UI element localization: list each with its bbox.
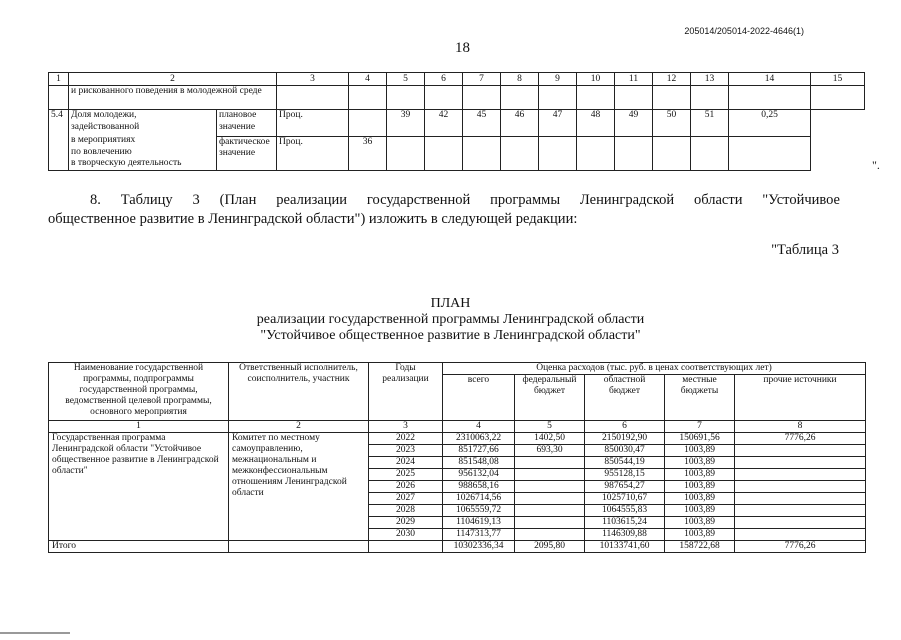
indicator-name-line: в творческую деятельность bbox=[71, 158, 182, 168]
fact-label: фактическое значение bbox=[217, 136, 277, 170]
local-cell: 1003,89 bbox=[665, 493, 735, 505]
total-cell: 1104619,13 bbox=[443, 517, 515, 529]
federal-cell bbox=[515, 517, 585, 529]
table1-col-num: 7 bbox=[463, 73, 501, 86]
other-cell: 7776,26 bbox=[735, 433, 866, 445]
paragraph-line-1: 8. Таблицу 3 (План реализации государственной программы Ленинградской области "Устойчивое bbox=[90, 192, 840, 208]
regional-cell: 2150192,90 bbox=[585, 433, 665, 445]
header-regional: областной бюджет bbox=[585, 375, 665, 421]
indicator-name bbox=[69, 110, 217, 171]
local-cell: 1003,89 bbox=[665, 445, 735, 457]
table1-col-num: 14 bbox=[729, 73, 811, 86]
regional-cell: 987654,27 bbox=[585, 481, 665, 493]
federal-cell bbox=[515, 529, 585, 541]
year-cell: 2025 bbox=[369, 469, 443, 481]
year-cell: 2022 bbox=[369, 433, 443, 445]
table1-col-num: 5 bbox=[387, 73, 425, 86]
local-cell: 150691,56 bbox=[665, 433, 735, 445]
unit-plan: Проц. bbox=[277, 110, 349, 137]
header-other: прочие источники bbox=[735, 375, 866, 421]
plan-subtitle-program: "Устойчивое общественное развитие в Ленинградской области" bbox=[260, 328, 641, 343]
itogo-row bbox=[49, 541, 866, 553]
indicator-name-line: в мероприятиях bbox=[71, 135, 136, 145]
regional-cell: 850030,47 bbox=[585, 445, 665, 457]
table1-cont-text: и рискованного поведения в молодежной среде bbox=[69, 86, 277, 110]
table-label: "Таблица 3 bbox=[771, 242, 839, 258]
program-name: Государственная программа Ленинградской области "Устойчивое общественное развитие в Ленинградской области" bbox=[49, 433, 229, 541]
other-cell bbox=[735, 529, 866, 541]
other-cell bbox=[735, 457, 866, 469]
footer-rule bbox=[0, 632, 70, 634]
table1-cont-row bbox=[49, 86, 865, 110]
local-cell: 1003,89 bbox=[665, 505, 735, 517]
total-cell: 1147313,77 bbox=[443, 529, 515, 541]
column-number: 6 bbox=[585, 421, 665, 433]
other-cell bbox=[735, 445, 866, 457]
column-number: 1 bbox=[49, 421, 229, 433]
column-number: 3 bbox=[369, 421, 443, 433]
federal-cell bbox=[515, 469, 585, 481]
federal-cell: 693,30 bbox=[515, 445, 585, 457]
indicator-name-line: по вовлечению bbox=[71, 146, 132, 157]
plan-value: 51 bbox=[691, 110, 729, 137]
total-cell: 1065559,72 bbox=[443, 505, 515, 517]
table1-col-num: 11 bbox=[615, 73, 653, 86]
header-local: местные бюджеты bbox=[665, 375, 735, 421]
total-cell: 1026714,56 bbox=[443, 493, 515, 505]
local-cell: 1003,89 bbox=[665, 517, 735, 529]
regional-cell: 1025710,67 bbox=[585, 493, 665, 505]
header-program-name: Наименование государственной программы, подпрограммы государственной программы, ведомственной целевой программы, основного мероприятия bbox=[49, 363, 229, 421]
plan-header-row bbox=[49, 363, 866, 375]
local-cell: 1003,89 bbox=[665, 469, 735, 481]
plan-value: 45 bbox=[463, 110, 501, 137]
table1-col-num: 9 bbox=[539, 73, 577, 86]
indicator-name-line: задействованной bbox=[71, 121, 140, 132]
regional-cell: 1146309,88 bbox=[585, 529, 665, 541]
regional-cell: 850544,19 bbox=[585, 457, 665, 469]
regional-cell: 1064555,83 bbox=[585, 505, 665, 517]
itogo-federal: 2095,80 bbox=[515, 541, 585, 553]
table1-col-num: 8 bbox=[501, 73, 539, 86]
year-cell: 2027 bbox=[369, 493, 443, 505]
plan-subtitle: реализации государственной программы Ленинградской области bbox=[256, 312, 645, 327]
local-cell: 1003,89 bbox=[665, 481, 735, 493]
total-cell: 851548,08 bbox=[443, 457, 515, 469]
itogo-label: Итого bbox=[49, 541, 229, 553]
header-federal: федеральный бюджет bbox=[515, 375, 585, 421]
other-cell bbox=[735, 481, 866, 493]
year-cell: 2030 bbox=[369, 529, 443, 541]
table1-col-num: 2 bbox=[69, 73, 277, 86]
federal-cell bbox=[515, 505, 585, 517]
plan-value: 47 bbox=[539, 110, 577, 137]
table1-col-num: 6 bbox=[425, 73, 463, 86]
local-cell: 1003,89 bbox=[665, 457, 735, 469]
column-number: 8 bbox=[735, 421, 866, 433]
plan-value: 48 bbox=[577, 110, 615, 137]
year-cell: 2029 bbox=[369, 517, 443, 529]
header-responsible: Ответственный исполнитель, соисполнитель, участник bbox=[229, 363, 369, 421]
federal-cell bbox=[515, 493, 585, 505]
table1-header-row bbox=[49, 73, 865, 86]
unit-fact: Проц. bbox=[277, 136, 349, 170]
header-total: всего bbox=[443, 375, 515, 421]
local-cell: 1003,89 bbox=[665, 529, 735, 541]
year-cell: 2024 bbox=[369, 457, 443, 469]
table1-plan-row bbox=[49, 110, 865, 137]
federal-cell bbox=[515, 481, 585, 493]
itogo-total: 10302336,34 bbox=[443, 541, 515, 553]
table1-col-num: 12 bbox=[653, 73, 691, 86]
federal-cell: 1402,50 bbox=[515, 433, 585, 445]
row-number: 5.4 bbox=[49, 110, 69, 171]
plan-table bbox=[48, 362, 866, 553]
column-number: 2 bbox=[229, 421, 369, 433]
table1-col-num: 13 bbox=[691, 73, 729, 86]
plan-value: 49 bbox=[615, 110, 653, 137]
plan-value: 39 bbox=[387, 110, 425, 137]
paragraph-line-2: общественное развитие в Ленинградской области") изложить в следующей редакции: bbox=[48, 211, 578, 227]
header-years: Годы реализации bbox=[369, 363, 443, 421]
year-cell: 2028 bbox=[369, 505, 443, 517]
plan-label: плановое значение bbox=[217, 110, 277, 137]
quote-end-mark: ". bbox=[872, 158, 880, 172]
column-number: 5 bbox=[515, 421, 585, 433]
plan-value: 46 bbox=[501, 110, 539, 137]
fact-value: 36 bbox=[349, 136, 387, 170]
other-cell bbox=[735, 493, 866, 505]
table1-col-num: 1 bbox=[49, 73, 69, 86]
plan-title: ПЛАН bbox=[430, 296, 471, 311]
document-id: 205014/205014-2022-4646(1) bbox=[684, 26, 804, 36]
itogo-regional: 10133741,60 bbox=[585, 541, 665, 553]
other-cell bbox=[735, 469, 866, 481]
plan-value: 42 bbox=[425, 110, 463, 137]
column-number: 4 bbox=[443, 421, 515, 433]
total-cell: 988658,16 bbox=[443, 481, 515, 493]
federal-cell bbox=[515, 457, 585, 469]
indicators-table bbox=[48, 72, 865, 171]
year-row bbox=[49, 433, 866, 445]
page-number: 18 bbox=[455, 40, 470, 56]
header-estimate: Оценка расходов (тыс. руб. в ценах соответствующих лет) bbox=[443, 363, 866, 375]
regional-cell: 955128,15 bbox=[585, 469, 665, 481]
table1-col-num: 10 bbox=[577, 73, 615, 86]
year-cell: 2023 bbox=[369, 445, 443, 457]
plan-value: 50 bbox=[653, 110, 691, 137]
responsible-executor: Комитет по местному самоуправлению, межнациональным и межконфессиональным отношениям Ленинградской области bbox=[229, 433, 369, 541]
table1-col-num: 15 bbox=[811, 73, 865, 86]
year-cell: 2026 bbox=[369, 481, 443, 493]
table1-col-num: 4 bbox=[349, 73, 387, 86]
total-cell: 851727,66 bbox=[443, 445, 515, 457]
column-number-row bbox=[49, 421, 866, 433]
other-cell bbox=[735, 517, 866, 529]
itogo-local: 158722,68 bbox=[665, 541, 735, 553]
column-number: 7 bbox=[665, 421, 735, 433]
indicator-name-line: Доля молодежи, bbox=[71, 110, 137, 120]
plan-value: 0,25 bbox=[729, 110, 811, 137]
regional-cell: 1103615,24 bbox=[585, 517, 665, 529]
table1-col-num: 3 bbox=[277, 73, 349, 86]
total-cell: 956132,04 bbox=[443, 469, 515, 481]
other-cell bbox=[735, 505, 866, 517]
total-cell: 2310063,22 bbox=[443, 433, 515, 445]
itogo-other: 7776,26 bbox=[735, 541, 866, 553]
